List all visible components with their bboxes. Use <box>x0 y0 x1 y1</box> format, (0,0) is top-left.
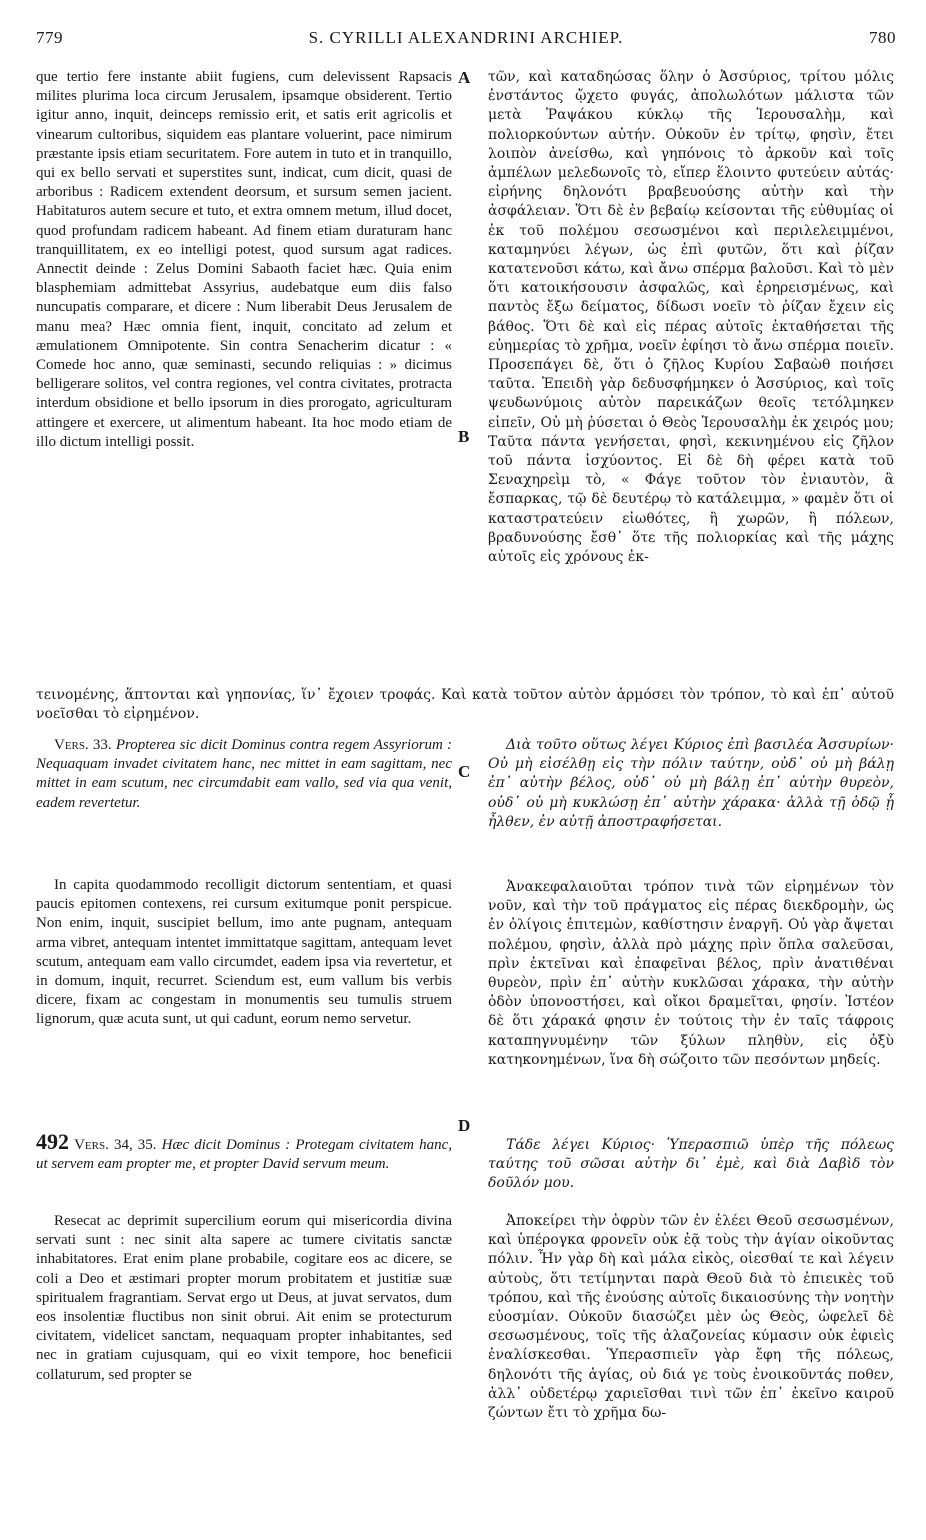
verse-33-latin-commentary <box>36 876 452 1124</box>
page-header <box>36 28 896 56</box>
lemma-text-greek: Διὰ τοῦτο οὕτως λέγει Κύριος ἐπὶ βασιλέα Ἀσσυρίων· Οὐ μὴ εἰσέλθῃ εἰς τὴν πόλιν ταύτην, οὐδ᾽ οὐ μὴ βάλῃ ἐπ᾽ αὐτὴν βέλος, οὐδ᾽ οὐ μὴ βάλῃ ἐπ᾽ αὐτὴν θυρεὸν, οὐδ᾽ οὐ μὴ κυκλώσῃ ἐπ᾽ αὐτὴν χάρακα· ἀλλὰ τῇ ὁδῷ ᾗ ἦλθεν, ἐν αὐτῇ ἀποστραφήσεται. <box>488 737 894 830</box>
latin-paragraph: Resecat ac deprimit supercilium eorum qui misericordia divina servati sunt : nec sinit alta sapere ac tumere civitatis sanctæ inhabitatores. Erat enim plane probabile, cogitare eos ac dicere, se coli a Deo et æstimari propter morum probitatem et justitiæ suæ spiritualem fragrantiam. Servat ergo ut Deus, at juvat servatos, dum eos insolentiæ fluctibus non sinit obrui. Ait enim se protecturum civitatem, videlicet sanctam, nequaquam propter inhabitantes, sed nec in gratiam cujusquam, qui eo vixit tempore, hoc beneficii collaturum, sed propter se <box>36 1213 452 1383</box>
margin-marker-b: B <box>458 427 470 446</box>
full-width-greek-line <box>36 686 894 726</box>
page-number-right: 780 <box>869 28 896 47</box>
latin-paragraph: que tertio fere instante abiit fugiens, cum delevissent Rapsacis milites plurima loca circum Jerusalem, ipsamque obsiderent. Tertio igitur anno, inquit, deinceps remissio erit, et satis erit agricolis et vinearum cultoribus, siquidem eas plantare voluerint, pace nimirum præstante ipsis etiam securitatem. Fore autem in tuto et in tranquillo, qui ex bello servati et superstites sunt, indicat, cum dicit, quasi de arboribus : Radicem extendent deorsum, et sursum semen jacient. Habitaturos autem secure et tuto, et extra omnem metum, illud docet, quod profundam radicem habeant. Ad finem etiam duraturam hanc tranquillitatem, ex eo intelligi potest, quod sursum agat radices. Annectit deinde : Zelus Domini Sabaoth faciet hæc. Quia enim blasphemiam admittebat Assyrius, audebatque eum diis falso nuncupatis comparare, et dicere : Num liberabit Deus Jerusalem de manu mea? Hæc omnia fient, inquit, concitato ad zelum et æmulationem Omnipotente. Sin contra Senacherim dicatur : « Comede hoc anno, quæ seminasti, secundo reliquias : » dicimus belligerare solitos, vel contra regiones, vel contra civitates, protracta interdum obsidione et bello ipsorum in dies prorogato, agriculturam attingere et exercere, ut alimentum habeant. Ita hoc modo etiam de illo dictum intelligi possit. <box>36 69 452 450</box>
verse-label: Vers. 33. <box>54 737 112 753</box>
greek-column-block1 <box>488 68 894 680</box>
verse-34-latin-commentary <box>36 1212 452 1508</box>
margin-marker-a: A <box>458 68 471 87</box>
lemma-text: Propterea sic dicit Dominus contra regem Assyriorum : Nequaquam invadet civitatem hanc, nec mittet in eam sagittam, nec mittet in eam scutum, nec circumdabit eam vallo, sed via qua venit, eadem revertetur. <box>36 737 452 811</box>
verse-33-greek-lemma <box>488 736 894 872</box>
verse-label: Vers. 34, 35. <box>74 1137 157 1153</box>
running-head: S. CYRILLI ALEXANDRINI ARCHIEP. <box>308 28 624 47</box>
greek-continuation: τεινομένης, ἅπτονται καὶ γηπονίας, ἵν᾽ ἔχοιεν τροφάς. Καὶ κατὰ τοῦτον αὐτὸν ἁρμόσει τὸν τρόπον, τὸ καὶ ἐπ᾽ αὐτοῦ νοεῖσθαι τὸ εἰρημένον. <box>36 687 894 723</box>
latin-paragraph: In capita quodammodo recolligit dictorum sententiam, et quasi paucis epitomen contexens, rei cursum exitumque ponit perspicue. Non enim, inquit, suscipiet bellum, imo ante pugnam, antequam arma vibret, antequam intentet immittatque sagittam, antequam levet scutum, antequam eam vallo circumdet, eadem ipsa via revertetur, et in domum, inquit, recurret. Sciendum est, eum vallum bis verbis dicere, fixam ac congestam in monumentis seu tumulis struem lignorum, quæ acuta sunt, ut qui cadunt, eorum nemo servetur. <box>36 877 452 1028</box>
latin-column-block1 <box>36 68 452 680</box>
greek-paragraph: Ἀνακεφαλαιοῦται τρόπον τινὰ τῶν εἰρημένων τὸν νοῦν, καὶ τὴν τοῦ πράγματος εἰς πέρας διεκδρομὴν, ὡς ἐν ὀλίγοις ἐπιτεμὼν, καθίστησιν ἐναργῆ. Οὐ γὰρ ἄψεται πολέμου, φησὶν, ἀλλὰ πρὸ μάχης πρὶν ὅπλα σαλεῦσαι, πρὶν ἐκτεῖναι καὶ ἐπαφεῖναι βέλος, πρὶν ἀνατιθέναι θυρεὸν, πρὶν ἐπ᾽ αὐτὴν κυκλῶσαι χάρακα, τὴν αὐτὴν ὁδὸν ὑπονοστήσει, καὶ οἴκοι δραμεῖται, φησίν. Ἰστέον δὲ ὅτι χάρακά φησιν ἐν τούτοις τὴν ἐν ταῖς τάφροις καταπηγνυμένην τῶν ξύλων πληθὺν, εἰς ὀξὺ κατηκονημένων, ἵνα δὴ σώζοιτο τῶν πεσόντων μηδείς. <box>488 879 894 1068</box>
greek-paragraph: τῶν, καὶ καταδηώσας ὅλην ὁ Ἀσσύριος, τρίτου μόλις ἐνστάντος ᾤχετο φυγάς, ἀπολωλότων μάλιστα τῶν μετὰ Ῥαψάκου κύκλῳ τῆς Ἱερουσαλὴμ, καὶ πολιορκούντων αὐτήν. Οὐκοῦν ἐν τρίτῳ, φησὶν, ἔτει λοιπὸν ἀνείσθω, καὶ γηπόνοις τὸ ἀρκοῦν καὶ τοῖς ἀμπέλων μελεδωνοῖς τὸ, εἴπερ ἕλοιντο φυτεύειν αὐτάς· εἰρήνης δηλονότι βραβευούσης αὐτὴν καὶ τὴν ἀσφάλειαν. Ὅτι δὲ ἐν βεβαίῳ κείσονται τῆς εὐθυμίας οἱ ἐκ τοῦ πολέμου σεσωσμένοι καὶ περιλελειμμένοι, καταμηνύει λέγων, ὡς ἐπὶ φυτῶν, ὅτι καὶ ῥίζαν κατατενοῦσι κάτω, καὶ ἄνω σπέρμα βαλοῦσι. Καὶ τὸ μὲν ὅτι κατοικήσουσιν ἀσφαλῶς, καὶ ἐρηρεισμένως, καὶ παντὸς ἔξω δείματος, δίδωσι νοεῖν τὸ ῥίζαν ἔχειν εἰς βάθος. Ὅτι δὲ καὶ εἰς πέρας αὐτοῖς ἐκταθήσεται τῆς εὐημερίας τὸ χρῆμα, νοεῖν ἐφίησι τὸ ἄνω σπέρμα ποιεῖν. Προσεπάγει δὲ, ὅτι ὁ ζῆλος Κυρίου Σαβαὼθ ποιήσει ταῦτα. Ἐπειδὴ γὰρ δεδυσφήμηκεν ὁ Ἀσσύριος, καὶ τοῖς ψευδωνύμοις αὐτὸν παρεικάζων θεοῖς τετόλμηκεν εἰπεῖν, Οὐ μὴ ῥύσεται ὁ Θεὸς Ἱερουσαλὴμ ἐκ χειρός μου; Ταῦτα πάντα γενήσεται, φησὶ, κεκινημένου εἰς ζῆλον τοῦ πάντα ἰσχύοντος. Εἰ δὲ δὴ φέρει κατὰ τοῦ Σεναχηρεὶμ τὸ, « Φάγε τοῦτον τὸν ἐνιαυτὸν, ἃ ἔσπαρκας, τῷ δὲ δευτέρῳ τὸ κατάλειμμα, » φαμὲν ὅτι οἱ καταστρατεύειν εἰωθότες, ἢ χωρῶν, ἢ πόλεων, βραδυνούσης ἔσθ᾽ ὅτε τῆς πολιορκίας καὶ τῆς μάχης αὐτοῖς εἰς χρόνους ἐκ- <box>488 69 894 566</box>
page-number-left: 779 <box>36 28 63 47</box>
margin-marker-d: D <box>458 1116 471 1135</box>
verse-34-greek-commentary <box>488 1212 894 1508</box>
verse-34-latin-lemma <box>36 1132 452 1208</box>
verse-33-latin-lemma <box>36 736 452 856</box>
margin-marker-c: C <box>458 762 471 781</box>
verse-33-greek-commentary <box>488 878 894 1126</box>
lemma-text-greek: Τάδε λέγει Κύριος· Ὑπερασπιῶ ὑπὲρ τῆς πόλεως ταύτης τοῦ σῶσαι αὐτὴν δι᾽ ἐμὲ, καὶ διὰ Δαβὶδ τὸν δοῦλόν μου. <box>488 1137 894 1192</box>
lemma-text: Hæc dicit Dominus : Protegam civitatem hanc, ut servem eam propter me, et propter David servum meum. <box>36 1137 452 1173</box>
verse-34-greek-lemma <box>488 1136 894 1200</box>
greek-paragraph: Ἀποκείρει τὴν ὀφρὺν τῶν ἐν ἐλέει Θεοῦ σεσωσμένων, καὶ ὑπέρογκα φρονεῖν οὐκ ἐᾷ τοὺς τὴν ἁγίαν οἰκοῦντας πόλιν. Ἦν γὰρ δὴ καὶ μάλα εἰκὸς, οἰεσθαί τε καὶ λέγειν αὐτοὺς, ὅτι τετίμηνται παρὰ Θεοῦ διὰ τὸ ἐπιεικὲς τοῦ τρόπου, καὶ τῆς ἐνούσης αὐτοῖς δικαιοσύνης τὴν νοητὴν εὐοσμίαν. Οὐκοῦν διασώζει μὲν ὡς Θεὸς, ὠφελεῖ δὲ σεσωσμένους, τοῖς τῆς ἀλαζονείας κύμασιν οὐκ ἐφιεὶς ἐναλίσκεσθαι. Ὑπερασπιεῖν γὰρ ἔφη τῆς πόλεως, δηλονότι τῆς ἁγίας, οὐ διά γε τοὺς ἐνοικοῦντάς ποθεν, ἀλλ᾽ οὐδετέρῳ χαριεῖσθαι τινὶ τῶν ἐπ᾽ ἐκεῖνο καιροῦ ζώντων ἔτι τὸ χρῆμα δω- <box>488 1213 894 1422</box>
column-number: 492 <box>36 1132 69 1154</box>
